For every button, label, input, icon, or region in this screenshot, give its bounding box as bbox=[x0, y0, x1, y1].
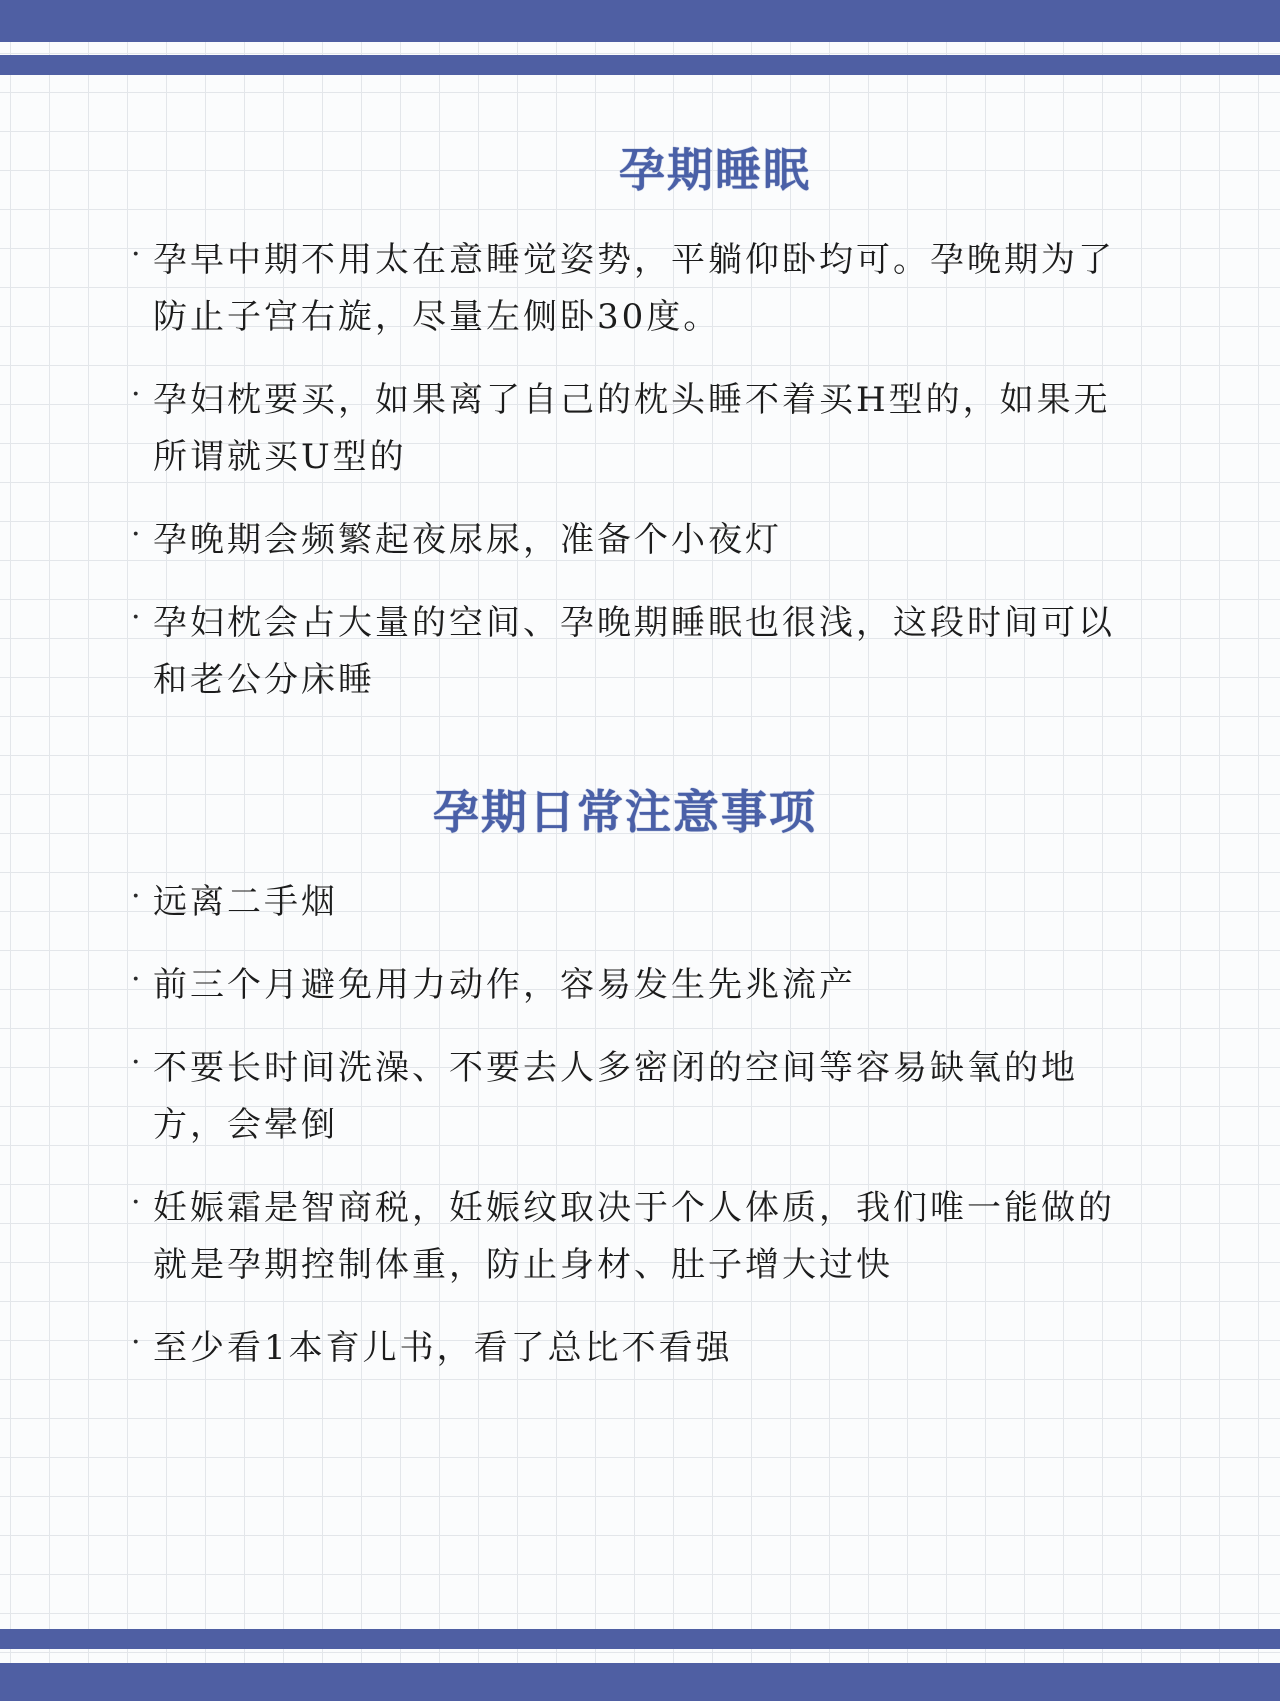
section-title-daily-care: 孕期日常注意事项 bbox=[433, 785, 817, 839]
article-content bbox=[135, 130, 1135, 1377]
list-item bbox=[135, 1180, 1135, 1294]
list-item-text: 孕妇枕会占大量的空间、孕晚期睡眠也很浅，这段时间可以和老公分床睡 bbox=[153, 603, 1115, 700]
list-item-text: 孕早中期不用太在意睡觉姿势，平躺仰卧均可。孕晚期为了防止子宫右旋，尽量左侧卧30度。 bbox=[153, 240, 1115, 337]
list-item bbox=[135, 512, 1135, 569]
list-item bbox=[135, 372, 1135, 486]
list-item-text: 至少看1本育儿书，看了总比不看强 bbox=[153, 1328, 733, 1368]
top-decorative-stripe bbox=[0, 55, 1280, 75]
bottom-decorative-band bbox=[0, 1663, 1280, 1701]
list-item-text: 孕妇枕要买，如果离了自己的枕头睡不着买H型的，如果无所谓就买U型的 bbox=[153, 380, 1111, 477]
list-item bbox=[135, 595, 1135, 709]
list-item bbox=[135, 1320, 1135, 1377]
list-item bbox=[135, 232, 1135, 346]
daily-care-list bbox=[135, 874, 1135, 1377]
list-item-text: 远离二手烟 bbox=[153, 882, 338, 922]
top-decorative-band bbox=[0, 0, 1280, 42]
list-item-text: 前三个月避免用力动作，容易发生先兆流产 bbox=[153, 965, 856, 1005]
list-item-text: 妊娠霜是智商税，妊娠纹取决于个人体质，我们唯一能做的就是孕期控制体重，防止身材、肚子增大过快 bbox=[153, 1188, 1115, 1285]
section-title-sleep: 孕期睡眠 bbox=[619, 143, 811, 197]
list-item-text: 不要长时间洗澡、不要去人多密闭的空间等容易缺氧的地方，会晕倒 bbox=[153, 1048, 1078, 1145]
bottom-decorative-stripe bbox=[0, 1629, 1280, 1649]
list-item bbox=[135, 874, 1135, 931]
sleep-tips-list bbox=[135, 232, 1135, 709]
list-item bbox=[135, 1040, 1135, 1154]
list-item-text: 孕晚期会频繁起夜尿尿，准备个小夜灯 bbox=[153, 520, 782, 560]
list-item bbox=[135, 957, 1135, 1014]
